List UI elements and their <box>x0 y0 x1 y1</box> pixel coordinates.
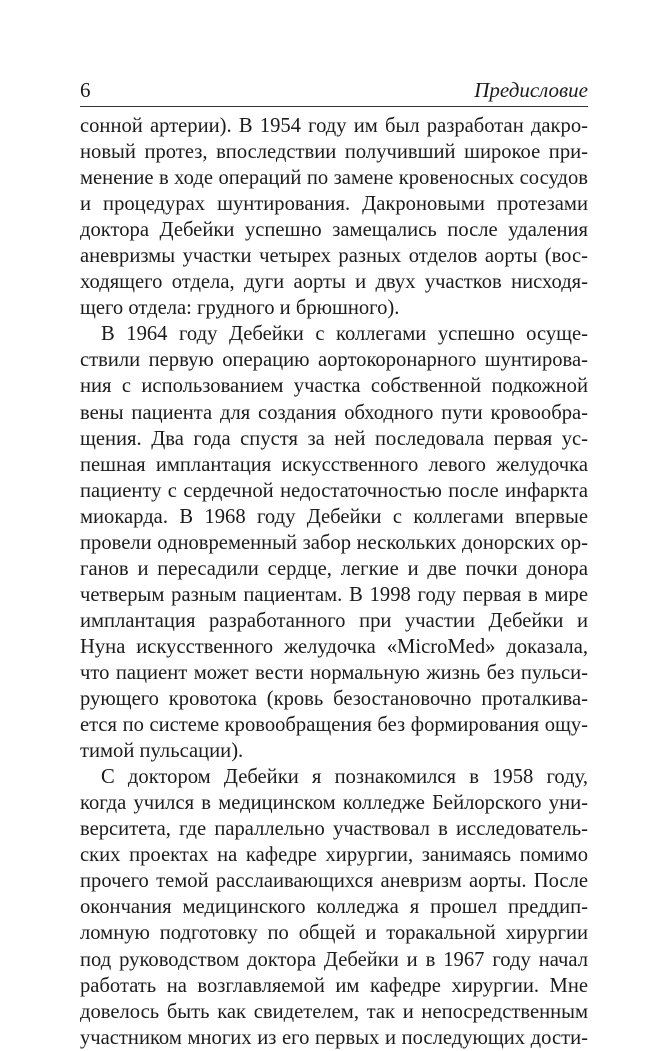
text-line: окончания медицинского колледжа я прошел преддип- <box>80 896 588 919</box>
text-line: ствили первую операцию аортокоронарного шунтирова- <box>80 349 588 372</box>
section-title: Предисловие <box>474 78 588 102</box>
running-header <box>80 72 588 107</box>
body-text <box>80 113 588 1051</box>
text-line: вены пациента для создания обходного пути кровообра- <box>80 401 588 424</box>
text-line: ется по системе кровообращения без формирования ощу- <box>80 714 588 737</box>
text-line: Нуна искусственного желудочка «MicroMed» доказала, <box>80 635 588 658</box>
paragraph-1 <box>80 113 588 321</box>
text-line: работать на возглавляемой им кафедре хирургии. Мне <box>80 974 588 997</box>
text-line: имплантация разработанного при участии Дебейки и <box>80 609 588 632</box>
page-number: 6 <box>80 78 91 102</box>
text-line: менение в ходе операций по замене кровеносных сосудов <box>80 167 588 190</box>
text-line: сонной артерии). В 1954 году им был разработан дакро- <box>80 115 588 137</box>
paragraph-3 <box>80 764 588 1051</box>
text-line: ских проектах на кафедре хирургии, занимаясь помимо <box>80 844 588 867</box>
text-line: В 1964 году Дебейки с коллегами успешно осуще- <box>101 323 588 346</box>
text-line: пешная имплантация искусственного левого желудочка <box>80 453 588 476</box>
text-line: миокарда. В 1968 году Дебейки с коллегами впервые <box>80 505 588 528</box>
text-line: ганов и пересадили сердце, легкие и две почки донора <box>80 557 588 580</box>
text-line: когда учился в медицинском колледже Бейлорского уни- <box>80 792 588 815</box>
text-line: пациенту с сердечной недостаточностью после инфаркта <box>80 479 588 502</box>
text-line: под руководством доктора Дебейки и в 1967 году начал <box>80 948 588 971</box>
text-line: доктора Дебейки успешно замещались после удаления <box>80 219 588 242</box>
text-line: ходящего отдела, дуги аорты и двух участков нисходя- <box>80 271 588 294</box>
text-line: провели одновременный забор нескольких донорских ор- <box>80 531 588 554</box>
text-line: щего отдела: грудного и брюшного). <box>80 297 400 320</box>
text-line: четверым разным пациентам. В 1998 году первая в мире <box>80 583 588 606</box>
text-line: тимой пульсации). <box>80 740 244 763</box>
text-line: новый протез, впоследствии получивший широкое при- <box>80 141 588 164</box>
text-line: аневризмы участки четырех разных отделов аорты (вос- <box>80 245 588 268</box>
text-line: ния с использованием участка собственной подкожной <box>80 375 588 398</box>
text-line: верситета, где параллельно участвовал в исследователь- <box>80 818 588 841</box>
text-line: что пациент может вести нормальную жизнь без пульси- <box>80 661 588 684</box>
text-line: и процедурах шунтирования. Дакроновыми протезами <box>80 193 588 216</box>
text-line: рующего кровотока (кровь безостановочно проталкива- <box>80 688 588 711</box>
text-line: довелось быть как свидетелем, так и непосредственным <box>80 1000 588 1023</box>
text-line: прочего темой расслаивающихся аневризм аорты. После <box>80 870 588 893</box>
text-line: С доктором Дебейки я познакомился в 1958 году, <box>101 766 588 789</box>
text-line: ломную подготовку по общей и торакальной хирургии <box>80 922 588 945</box>
text-line: щения. Два года спустя за ней последовала первая ус- <box>80 427 588 450</box>
paragraph-2 <box>80 321 588 764</box>
text-line: участником многих из его первых и последующих дости- <box>80 1026 588 1049</box>
